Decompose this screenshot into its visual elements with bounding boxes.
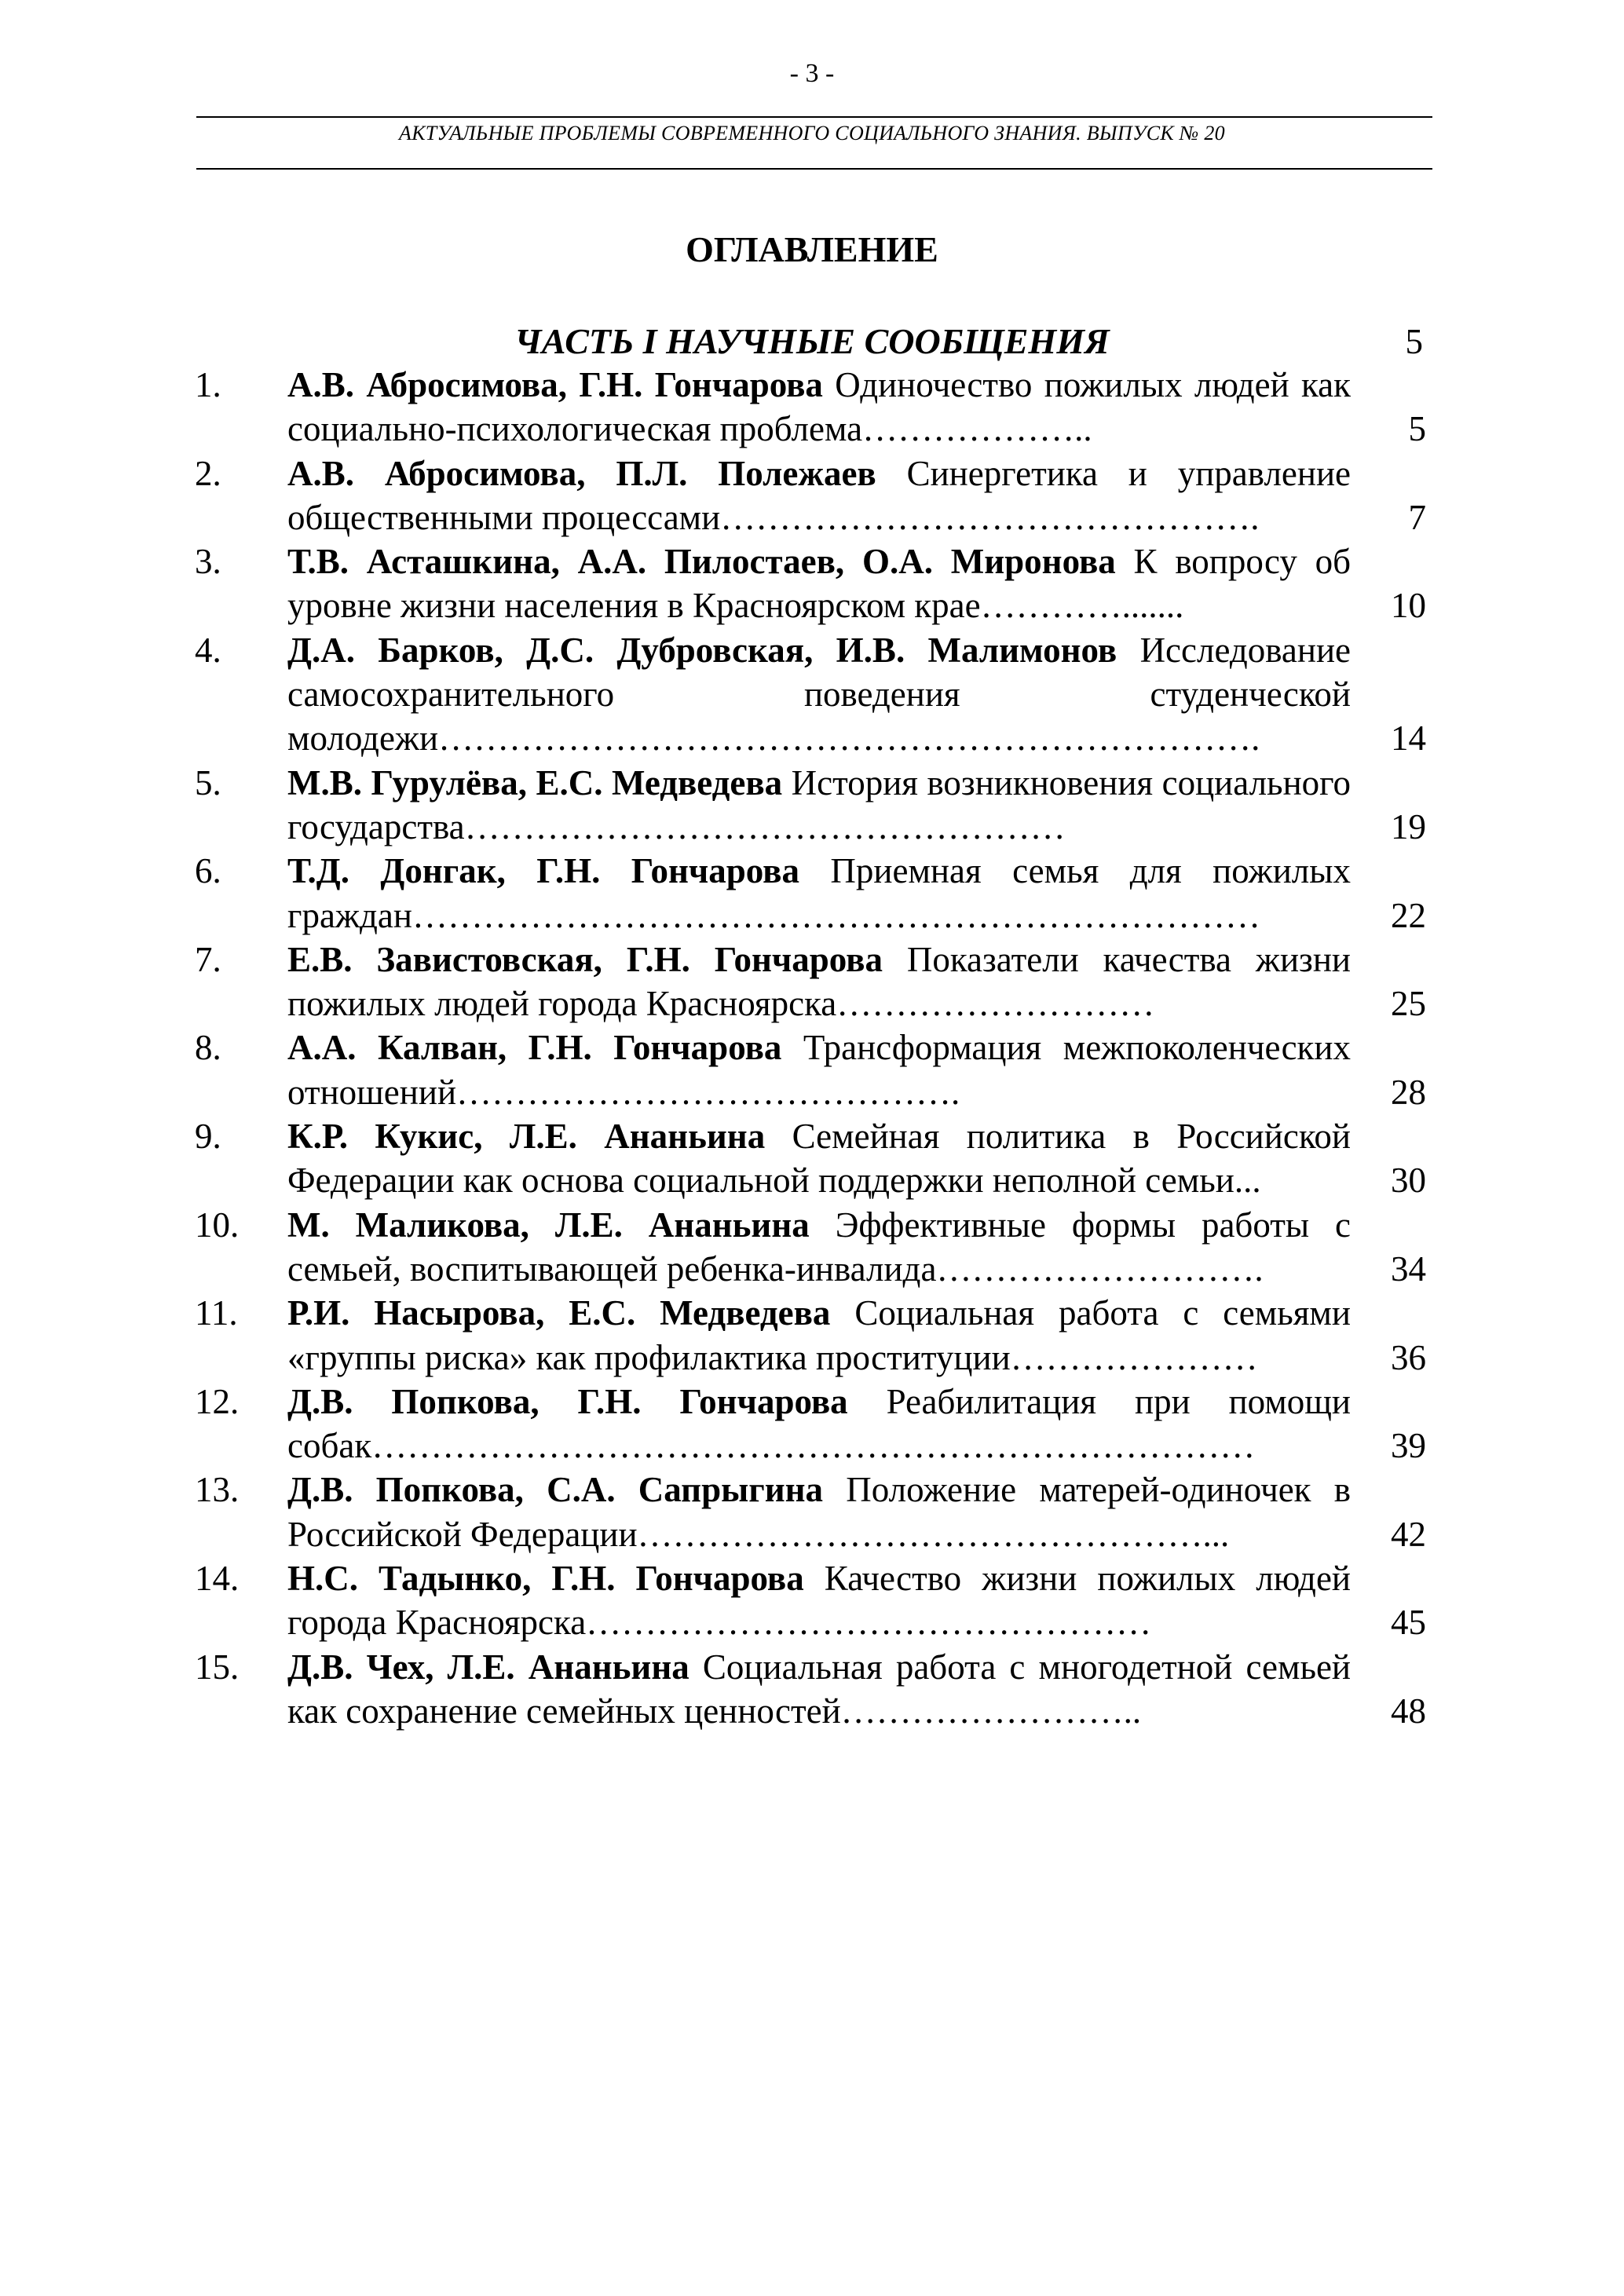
toc-entry-page: 25 [1391,984,1426,1024]
toc-entry-title: К вопросу об уровне жизни населения в Красноярском крае…………....... [287,542,1352,626]
toc-entry-authors: К.Р. Кукис, Л.Е. Ананьина [287,1117,766,1157]
toc-entry-page: 19 [1391,806,1426,846]
toc-entry-text [287,1114,1351,1203]
toc-entry-title: Трансформация межпоколенческих отношений……………………………………. [287,1028,1351,1112]
toc-entry-number: 8. [195,1028,221,1068]
toc-entry [195,761,1432,850]
toc-entry-authors: А.В. Абросимова, Г.Н. Гончарова [287,365,823,404]
toc-entry-text [287,452,1351,540]
toc-entry-number: 15. [195,1647,240,1687]
toc-entry-text [287,1380,1351,1468]
toc-entry-text [287,849,1351,938]
toc-entry-page: 14 [1391,718,1426,759]
toc-entry-authors: А.А. Калван, Г.Н. Гончарова [287,1028,782,1068]
toc-entry-text [287,628,1351,761]
toc-entry-page: 39 [1391,1426,1426,1466]
toc-entry [195,1468,1432,1556]
toc-entry-title: Семейная политика в Российской Федерации как основа социальной поддержки неполной семьи... [287,1117,1351,1201]
toc-entry-title: Социальная работа с семьями «группы риска» как профилактика проституции………………… [287,1293,1351,1377]
toc-entry-authors: М.В. Гурулёва, Е.С. Медведева [287,762,783,803]
toc-entry-title: Показатели качества жизни пожилых людей города Красноярска……………………… [287,939,1351,1024]
toc-part-row [0,318,1624,365]
toc-entry-text [287,1556,1351,1645]
toc-entry-title: Социальная работа с многодетной семьей как сохранение семейных ценностей…………………….. [287,1647,1352,1731]
toc-entry-number: 13. [195,1470,240,1510]
header-rule-bottom [196,168,1432,170]
toc-entry-text [287,1645,1351,1734]
toc-entry-text [287,539,1351,628]
toc-entry [195,1026,1432,1114]
toc-entry-title: Реабилитация при помощи собак………………………………………………………………… [287,1381,1352,1466]
toc-entry-title: Синергетика и управление общественными процессами………………………………………. [287,453,1352,537]
toc-entry-title: Эффективные формы работы с семьей, воспитывающей ребенка-инвалида………………………. [287,1205,1352,1289]
toc-entry-text [287,363,1351,452]
toc-entry-text [287,1291,1351,1380]
toc-entry-number: 7. [195,939,221,979]
toc-entry-number: 4. [195,630,221,670]
toc-entry [195,1645,1432,1734]
toc-entry-number: 9. [195,1117,221,1157]
toc-entry-authors: Т.Д. Донгак, Г.Н. Гончарова [287,851,799,891]
toc-entry-number: 14. [195,1559,240,1599]
toc-entry [195,1380,1432,1468]
toc-entry-authors: Р.И. Насырова, Е.С. Медведева [287,1293,831,1333]
toc-entry [195,539,1432,628]
toc-entry [195,452,1432,540]
toc-entry-title: Приемная семья для пожилых граждан……………………………………………………………… [287,851,1351,935]
toc-part-page: 5 [1405,322,1423,361]
toc-entry-text [287,1468,1351,1556]
toc-entry-page: 10 [1391,586,1426,626]
toc-entry-number: 2. [195,453,221,493]
toc-entry-text [287,1203,1351,1292]
toc-entry [195,1114,1432,1203]
toc-entry-title: История возникновения социального государства…………………………………………… [287,762,1352,846]
running-head: АКТУАЛЬНЫЕ ПРОБЛЕМЫ СОВРЕМЕННОГО СОЦИАЛЬНОГО ЗНАНИЯ. ВЫПУСК № 20 [399,122,1225,144]
toc-entry-number: 6. [195,851,221,891]
toc-entry [195,849,1432,938]
toc-entry-authors: Д.В. Попкова, Г.Н. Гончарова [287,1381,848,1421]
toc-entry-title: Исследование самосохранительного поведения студенческой молодежи……………………………………………………………. [287,630,1352,759]
toc-entry-authors: Д.В. Чех, Л.Е. Ананьина [287,1647,689,1687]
toc-entry-page: 5 [1408,409,1426,449]
toc-entry-number: 12. [195,1381,240,1421]
toc-entry-page: 28 [1391,1072,1426,1112]
toc-entry-text [287,1026,1351,1114]
toc-entry-page: 22 [1391,895,1426,935]
toc-entry-authors: А.В. Абросимова, П.Л. Полежаев [287,453,876,493]
page-number: - 3 - [789,59,835,88]
toc-entry-text [287,761,1351,850]
toc-entry-authors: Е.В. Завистовская, Г.Н. Гончарова [287,939,883,979]
toc-entry-number: 5. [195,762,221,803]
toc-title: ОГЛАВЛЕНИЕ [686,229,938,269]
toc-list [195,363,1432,1733]
toc-entry-authors: Т.В. Асташкина, А.А. Пилостаев, О.А. Миронова [287,542,1116,582]
toc-entry-text [287,938,1351,1026]
toc-entry-page: 30 [1391,1161,1426,1201]
toc-entry-authors: Д.А. Барков, Д.С. Дубровская, И.В. Малимонов [287,630,1117,670]
toc-part-label: ЧАСТЬ I НАУЧНЫЕ СООБЩЕНИЯ [514,321,1110,361]
toc-entry-title: Одиночество пожилых людей как социально-психологическая проблема……………….. [287,365,1352,449]
header-rule-top [196,116,1432,118]
toc-entry [195,1203,1432,1292]
toc-entry [195,938,1432,1026]
toc-entry-title: Положение матерей-одиночек в Российской Федерации…………………………………………... [287,1470,1351,1554]
toc-entry-number: 10. [195,1205,240,1245]
toc-entry-authors: Д.В. Попкова, С.А. Сапрыгина [287,1470,824,1510]
toc-entry-page: 34 [1391,1249,1426,1289]
toc-entry [195,628,1432,761]
toc-entry [195,1291,1432,1380]
toc-entry-page: 36 [1391,1337,1426,1377]
toc-entry-page: 7 [1408,497,1426,537]
toc-entry-number: 1. [195,365,221,404]
toc-entry [195,363,1432,452]
toc-entry-authors: Н.С. Тадынко, Г.Н. Гончарова [287,1559,804,1599]
toc-entry-title: Качество жизни пожилых людей города Красноярска………………………………………… [287,1559,1352,1643]
toc-entry-number: 11. [195,1293,238,1333]
toc-entry-page: 42 [1391,1514,1426,1554]
toc-entry-page: 48 [1391,1691,1426,1731]
toc-entry-number: 3. [195,542,221,582]
toc-entry [195,1556,1432,1645]
toc-entry-authors: М. Маликова, Л.Е. Ананьина [287,1205,810,1245]
toc-entry-page: 45 [1391,1603,1426,1643]
